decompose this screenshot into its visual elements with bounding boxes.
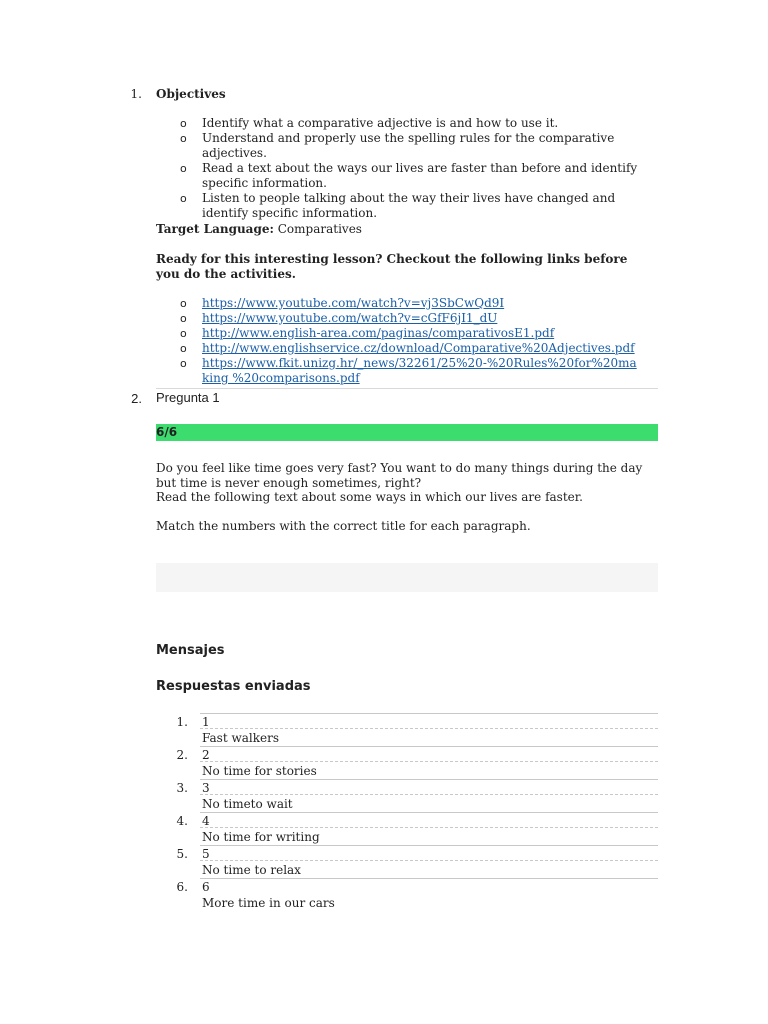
resource-link[interactable]: https://www.youtube.com/watch?v=cGfF6jI1_dU [202,311,498,325]
divider [200,860,658,861]
objective-item: o Understand and properly use the spelling rules for the comparative adjectives. [180,131,615,160]
resource-link[interactable]: http://www.english-area.com/paginas/comparativosE1.pdf [202,326,555,340]
objective-item: o Identify what a comparative adjective is and how to use it. [180,116,559,130]
hollow-circle-bullet-icon: o [180,192,187,205]
objectives-title: Objectives [156,87,226,101]
hollow-circle-bullet-icon: o [180,342,187,355]
response-item [170,779,658,812]
resource-link[interactable]: https://www.youtube.com/watch?v=vj3SbCwQd9I [202,296,505,310]
response-title: More time in our cars [202,896,335,910]
response-item [170,812,658,845]
section-number: 1. [130,87,142,101]
question-paragraph: Do you feel like time goes very fast? You want to do many things during the day but time is never enough sometimes, right? [156,461,643,490]
hollow-circle-bullet-icon: o [180,132,187,145]
divider [200,827,658,828]
section-divider [156,388,658,389]
link-item [180,356,640,386]
hollow-circle-bullet-icon: o [180,357,187,370]
ready-text: Ready for this interesting lesson? Checkout the following links before you do the activities. [156,252,628,281]
response-number: 4. [176,814,188,828]
score-value: 6/6 [156,425,178,439]
response-item [170,746,658,779]
objective-item: o Listen to people talking about the way their lives have changed and identify specific information. [180,191,616,220]
divider [200,761,658,762]
response-number: 1. [176,715,188,729]
response-number: 3. [176,781,188,795]
divider [200,845,658,846]
response-item [170,878,658,911]
response-item [170,713,658,746]
hollow-circle-bullet-icon: o [180,162,187,175]
objective-item: o Read a text about the ways our lives are faster than before and identify specific information. [180,161,638,190]
link-item [180,311,640,326]
target-language-label: Target Language: [156,222,274,236]
hollow-circle-bullet-icon: o [180,327,187,340]
response-item [170,845,658,878]
question-paragraph: Match the numbers with the correct title for each paragraph. [156,519,531,533]
hollow-circle-bullet-icon: o [180,297,187,310]
response-title: No time to relax [202,863,301,877]
target-language-value: Comparatives [277,222,362,236]
divider [200,728,658,729]
question-title: Pregunta 1 [156,390,220,405]
response-value: 5 [202,847,210,861]
objectives-list [180,116,640,221]
response-number: 6. [176,880,188,894]
response-title: Fast walkers [202,731,279,745]
divider [200,713,658,714]
response-value: 3 [202,781,210,795]
divider [200,878,658,879]
response-value: 1 [202,715,210,729]
link-item [180,341,640,356]
link-item [180,296,640,311]
resource-link[interactable]: http://www.englishservice.cz/download/Comparative%20Adjectives.pdf [202,341,635,355]
messages-heading: Mensajes [156,643,225,658]
resource-link[interactable]: https://www.fkit.unizg.hr/_news/32261/25%20-%20Rules%20for%20making %20comparisons.pdf [202,356,637,385]
links-list [180,296,640,386]
score-bar [156,424,658,441]
response-title: No time for writing [202,830,320,844]
answer-area [156,563,658,592]
response-value: 2 [202,748,210,762]
question-paragraph: Read the following text about some ways in which our lives are faster. [156,490,583,504]
response-title: No timeto wait [202,797,293,811]
divider [200,794,658,795]
response-number: 5. [176,847,188,861]
responses-list [170,713,658,911]
divider [200,746,658,747]
link-item [180,326,640,341]
section-number: 2. [131,391,142,406]
hollow-circle-bullet-icon: o [180,312,187,325]
response-value: 4 [202,814,210,828]
target-language [156,222,362,236]
response-title: No time for stories [202,764,317,778]
response-value: 6 [202,880,210,894]
divider [200,779,658,780]
hollow-circle-bullet-icon: o [180,117,187,130]
responses-heading: Respuestas enviadas [156,679,311,694]
divider [200,812,658,813]
response-number: 2. [176,748,188,762]
